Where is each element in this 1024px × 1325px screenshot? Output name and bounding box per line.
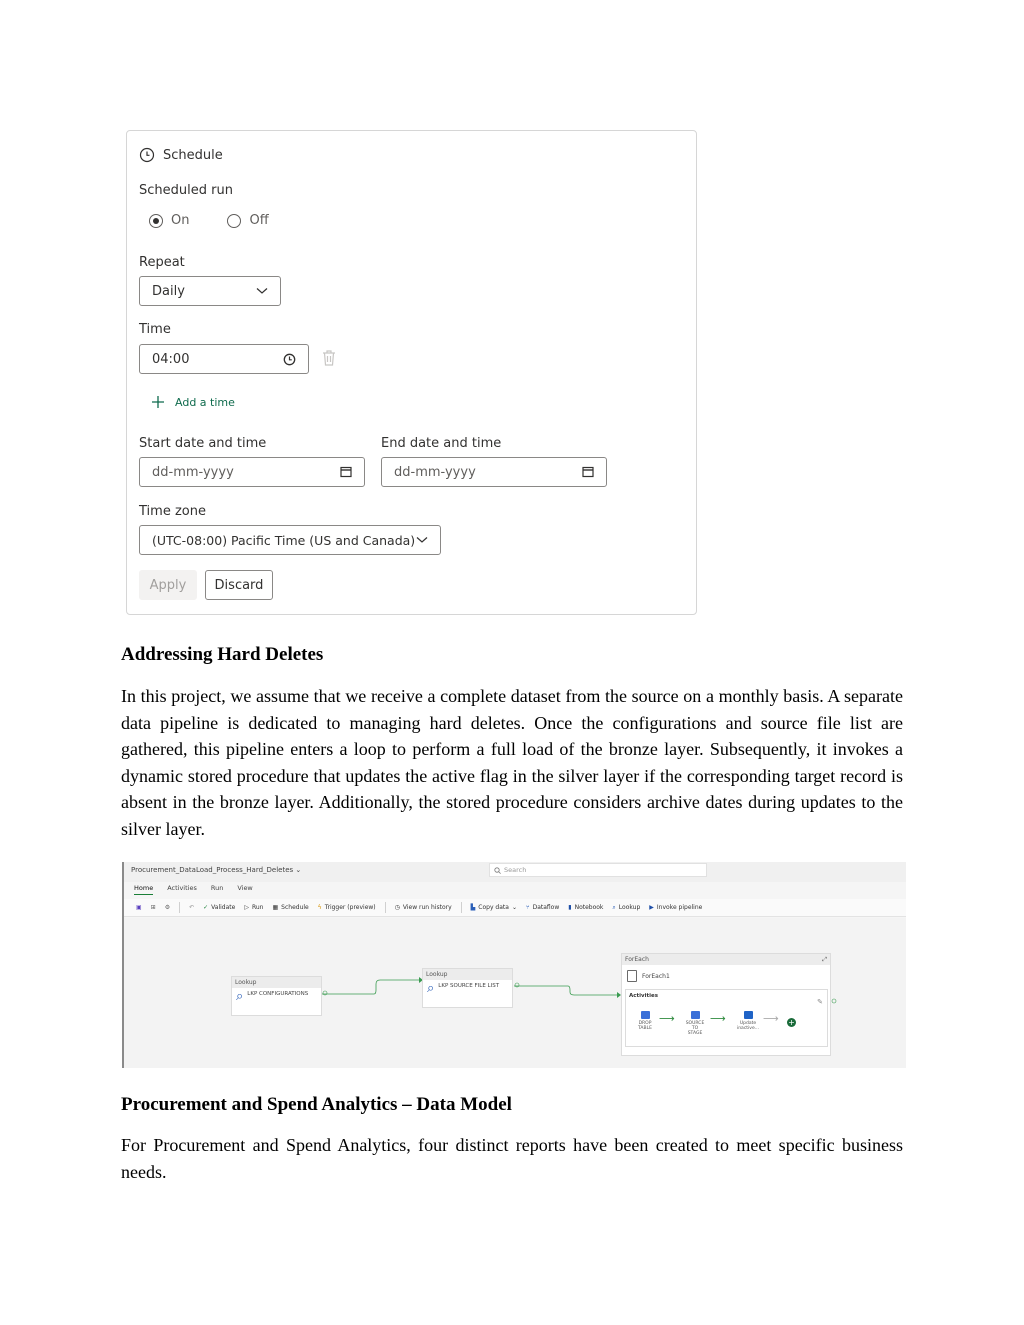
start-date-placeholder: dd-mm-yyyy <box>152 464 234 480</box>
section-heading-data-model: Procurement and Spend Analytics – Data Model <box>121 1094 512 1115</box>
end-date-input[interactable] <box>381 457 607 487</box>
radio-on[interactable] <box>149 214 163 228</box>
lookup-button[interactable]: ⌕ Lookup <box>612 903 641 911</box>
paragraph-data-model: For Procurement and Spend Analytics, four distinct reports have been created to meet specific business needs. <box>121 1135 903 1182</box>
activity-drop-table[interactable]: DROP TABLE <box>634 1011 656 1031</box>
history-icon: ◷ <box>394 904 400 911</box>
add-time-label: Add a time <box>175 395 235 409</box>
add-activity-icon[interactable]: + <box>788 1018 795 1027</box>
lookup-node-configurations[interactable] <box>231 976 322 1016</box>
activity-update-inactive[interactable]: Update inactive... <box>734 1011 762 1031</box>
copy-data-button[interactable]: ▙ Copy data ⌄ <box>470 904 517 911</box>
calendar-icon <box>340 466 352 478</box>
node-name: LKP SOURCE FILE LIST <box>438 983 500 989</box>
calendar-icon: ▦ <box>272 904 279 911</box>
plus-icon <box>151 395 165 409</box>
calendar-icon <box>582 466 594 478</box>
invoke-pipeline-button[interactable]: ▶ Invoke pipeline <box>649 904 703 911</box>
lookup-node-source-file-list[interactable] <box>422 968 513 1008</box>
save-icon[interactable]: ▣ <box>136 904 142 911</box>
dataflow-icon: ⑂ <box>525 904 530 911</box>
activities-label: Activities <box>629 993 659 999</box>
copy-data-icon: ▙ <box>470 904 476 911</box>
tab-view[interactable]: View <box>237 884 253 892</box>
pipeline-screenshot <box>122 862 906 1068</box>
radio-off[interactable] <box>227 214 241 228</box>
schedule-title: Schedule <box>163 147 223 163</box>
time-value: 04:00 <box>152 351 190 367</box>
section-heading-hard-deletes: Addressing Hard Deletes <box>121 644 324 665</box>
invoke-pipeline-icon: ▶ <box>649 904 654 911</box>
delete-icon[interactable] <box>321 349 337 367</box>
play-icon: ▷ <box>244 904 249 911</box>
repeat-label: Repeat <box>139 255 185 270</box>
chevron-down-icon <box>416 536 428 544</box>
end-date-placeholder: dd-mm-yyyy <box>394 464 476 480</box>
gear-icon[interactable]: ⚙ <box>164 904 171 911</box>
scheduled-run-radios <box>149 213 269 228</box>
search-icon <box>494 867 501 874</box>
tab-run[interactable]: Run <box>210 884 224 892</box>
timezone-value: (UTC-08:00) Pacific Time (US and Canada) <box>152 532 416 548</box>
scheduled-run-label: Scheduled run <box>139 183 233 198</box>
start-date-label: Start date and time <box>139 436 267 451</box>
schedule-panel <box>126 130 697 615</box>
arrow-icon: ⟶ <box>710 1012 726 1025</box>
view-run-history-button[interactable]: ◷ View run history <box>394 904 452 911</box>
lightning-icon: ϟ <box>317 904 322 911</box>
clock-icon <box>139 147 155 163</box>
pipeline-canvas <box>124 918 906 1068</box>
notebook-button[interactable]: ▮ Notebook <box>568 904 604 911</box>
node-type: ForEach <box>625 956 649 963</box>
start-date-input[interactable] <box>139 457 365 487</box>
node-type: Lookup <box>423 969 512 980</box>
activities-container <box>625 989 828 1047</box>
paragraph-hard-deletes: In this project, we assume that we receive a complete dataset from the source on a monthly basis. A separate data pipeline is dedicated to managing hard deletes. Once the configurations and source file list are gathered, this pipeline enters a loop to perform a full load of the bronze layer. Subsequently, it invokes a dynamic stored procedure that updates the active flag in the silver layer if the corresponding target record is absent in the bronze layer. Additionally, the stored procedure considers archive dates during updates to the silver layer. <box>121 686 903 839</box>
foreach-icon <box>627 970 637 982</box>
radio-on-label: On <box>171 213 190 228</box>
trigger-button[interactable]: ϟ Trigger (preview) <box>317 904 376 911</box>
expand-icon[interactable]: ⤢ <box>822 956 827 963</box>
notebook-icon: ▮ <box>568 904 572 911</box>
end-date-label: End date and time <box>381 436 502 451</box>
time-label: Time <box>139 322 171 337</box>
publish-icon[interactable]: ⊞ <box>150 904 156 911</box>
check-icon: ✓ <box>203 904 209 911</box>
arrow-icon: ⟶ <box>763 1012 779 1025</box>
run-button[interactable]: ▷ Run <box>244 904 264 911</box>
pipeline-name[interactable]: Procurement_DataLoad_Process_Hard_Deletes ⌄ <box>131 866 302 874</box>
timezone-dropdown[interactable] <box>139 525 441 555</box>
node-name: LKP CONFIGURATIONS <box>247 991 309 997</box>
dataflow-button[interactable]: ⑂ Dataflow <box>525 904 560 911</box>
time-input[interactable] <box>139 344 309 374</box>
discard-button[interactable]: Discard <box>205 570 273 600</box>
radio-off-label: Off <box>249 213 269 228</box>
pipeline-toolbar <box>124 899 906 917</box>
schedule-header <box>139 147 223 163</box>
repeat-dropdown[interactable] <box>139 276 281 306</box>
edit-icon[interactable]: ✎ <box>817 998 823 1006</box>
lookup-icon: ⌕ <box>236 989 244 1004</box>
pipeline-tabs <box>134 884 253 895</box>
schedule-button[interactable]: ▦ Schedule <box>272 904 309 911</box>
apply-button[interactable]: Apply <box>139 570 197 600</box>
foreach-node[interactable] <box>621 953 831 1056</box>
arrow-icon: ⟶ <box>659 1012 675 1025</box>
repeat-value: Daily <box>152 283 185 299</box>
activity-source-to-stage[interactable]: SOURCE TO STAGE <box>684 1011 706 1036</box>
pipeline-search[interactable] <box>489 863 707 877</box>
tab-home[interactable]: Home <box>134 884 153 895</box>
add-time-link[interactable] <box>151 395 235 409</box>
timezone-label: Time zone <box>139 504 206 519</box>
node-name: ForEach1 <box>642 972 670 980</box>
undo-icon[interactable]: ↶ <box>189 904 195 911</box>
validate-button[interactable]: ✓ Validate <box>203 904 236 911</box>
tab-activities[interactable]: Activities <box>167 884 197 892</box>
lookup-icon: ⌕ <box>427 981 435 996</box>
clock-icon <box>283 353 296 366</box>
chevron-down-icon <box>256 287 268 295</box>
search-placeholder: Search <box>504 866 527 874</box>
node-type: Lookup <box>232 977 321 988</box>
lookup-icon: ⌕ <box>612 903 616 911</box>
